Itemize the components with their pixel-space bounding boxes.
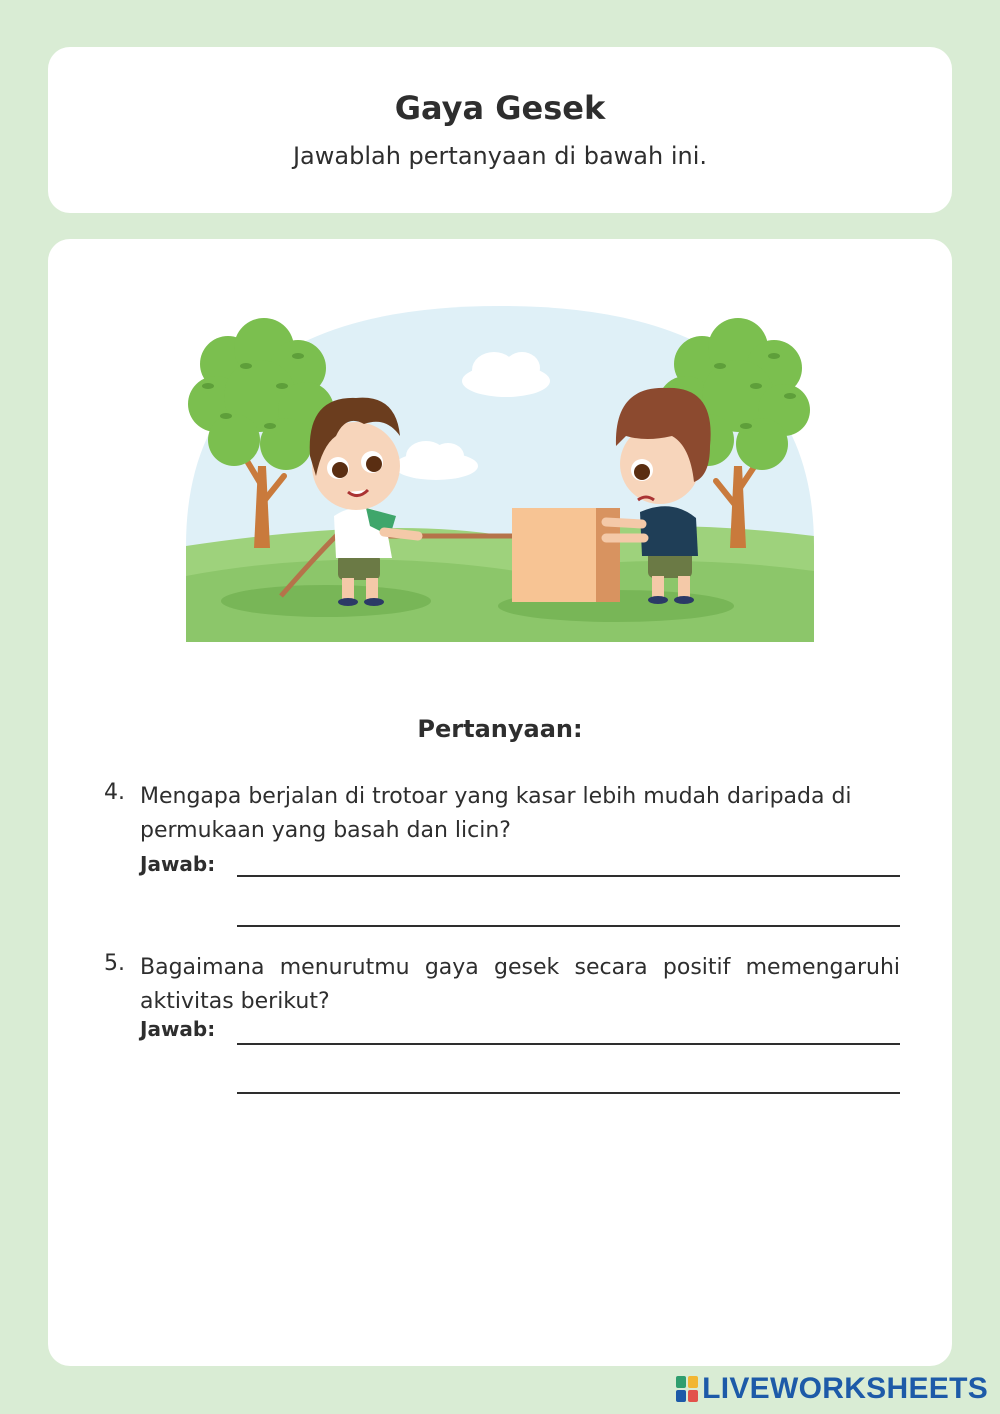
question-number: 4. bbox=[104, 780, 125, 805]
questions-heading: Pertanyaan: bbox=[417, 715, 583, 743]
brand-name: LIVEWORKSHEETS bbox=[702, 1372, 988, 1405]
question-text: Mengapa berjalan di trotoar yang kasar lebih mudah daripada di permukaan yang basah dan licin? bbox=[140, 784, 852, 843]
answer-label: Jawab: bbox=[140, 1017, 216, 1041]
question-number: 5. bbox=[104, 951, 125, 976]
answer-line-1[interactable] bbox=[237, 875, 900, 877]
tug-of-war-box-illustration bbox=[186, 286, 814, 642]
answer-line-2[interactable] bbox=[237, 925, 900, 927]
liveworksheets-logo-icon bbox=[676, 1376, 698, 1402]
question-4 bbox=[104, 780, 900, 930]
page-title: Gaya Gesek bbox=[394, 89, 606, 127]
answer-line-2[interactable] bbox=[237, 1092, 900, 1094]
question-5 bbox=[104, 951, 900, 1101]
liveworksheets-logo bbox=[676, 1372, 988, 1406]
header-card bbox=[48, 47, 952, 213]
main-card bbox=[48, 239, 952, 1366]
question-text: Bagaimana menurutmu gaya gesek secara positif memengaruhi aktivitas berikut? bbox=[140, 955, 900, 1014]
answer-line-1[interactable] bbox=[237, 1043, 900, 1045]
answer-label: Jawab: bbox=[140, 852, 216, 876]
page-subtitle: Jawablah pertanyaan di bawah ini. bbox=[292, 142, 708, 170]
